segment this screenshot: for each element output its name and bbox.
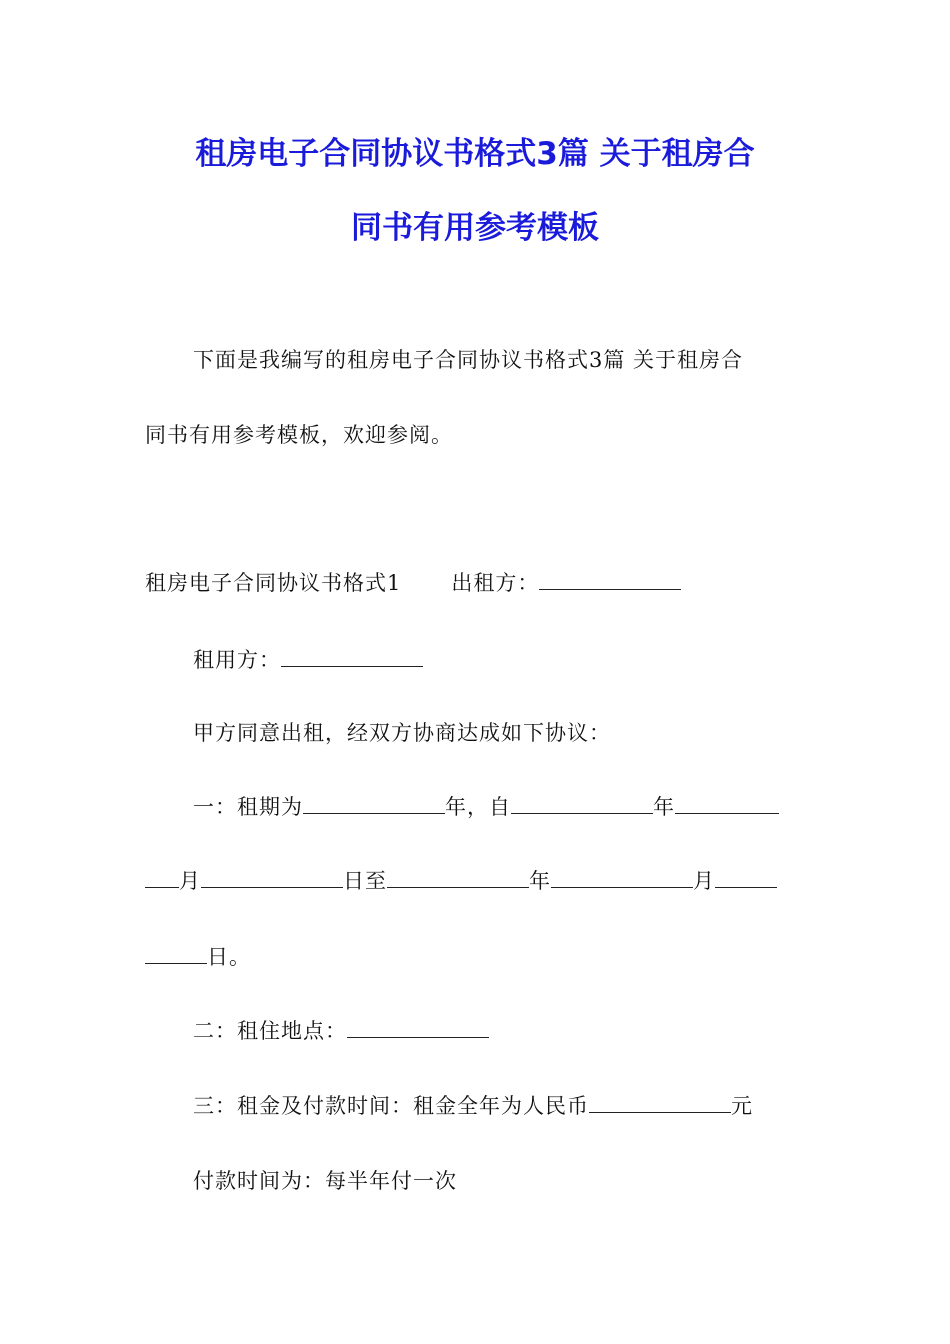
- document-title-line-1: 租房电子合同协议书格式3篇 关于租房合: [195, 136, 755, 172]
- item1-end-month-label: 月: [693, 869, 715, 893]
- term-years-blank: [303, 795, 445, 814]
- lessor-label: 出租方：: [451, 571, 540, 595]
- item1-end-year-label: 年: [529, 869, 551, 893]
- contract-heading: 租房电子合同协议书格式1: [145, 571, 402, 595]
- item1-row-3: [145, 942, 251, 972]
- address-blank: [347, 1019, 489, 1038]
- lessee-label: 租用方：: [193, 648, 281, 672]
- start-day-blank: [201, 869, 343, 888]
- item3-unit: 元: [731, 1094, 753, 1118]
- agreement-text: 甲方同意出租，经双方协商达成如下协议：: [193, 721, 611, 745]
- item1-row-2: [145, 866, 777, 896]
- lessor-row: [145, 568, 681, 598]
- item1-prefix: 一：租期为: [193, 795, 303, 819]
- lessee-blank: [281, 648, 423, 667]
- item3-row: [193, 1091, 753, 1121]
- item1-row-1: [193, 792, 779, 822]
- item3-text: 三：租金及付款时间：租金全年为人民币: [193, 1094, 589, 1118]
- item1-year-from: 年，自: [445, 795, 511, 819]
- start-year-blank: [511, 795, 653, 814]
- item1-year-label: 年: [653, 795, 675, 819]
- end-day-blank-cont: [145, 945, 207, 964]
- intro-line-2: 同书有用参考模板，欢迎参阅。: [145, 423, 453, 447]
- start-month-blank: [675, 795, 779, 814]
- end-month-blank: [551, 869, 693, 888]
- payment-text: 付款时间为：每半年付一次: [193, 1169, 457, 1193]
- item2-row: [193, 1016, 489, 1046]
- end-year-blank: [387, 869, 529, 888]
- intro-line-1: 下面是我编写的租房电子合同协议书格式3篇 关于租房合: [193, 348, 744, 372]
- item2-label: 二：租住地点：: [193, 1019, 347, 1043]
- lessor-blank: [539, 571, 681, 590]
- lessee-row: [193, 645, 423, 675]
- rent-amount-blank: [589, 1094, 731, 1113]
- item1-month-label: 月: [179, 869, 201, 893]
- document-title-line-2: 同书有用参考模板: [351, 210, 599, 246]
- item1-day-to: 日至: [343, 869, 387, 893]
- item1-day-end: 日。: [207, 945, 251, 969]
- end-day-blank: [715, 869, 777, 888]
- start-month-blank-cont: [145, 869, 179, 888]
